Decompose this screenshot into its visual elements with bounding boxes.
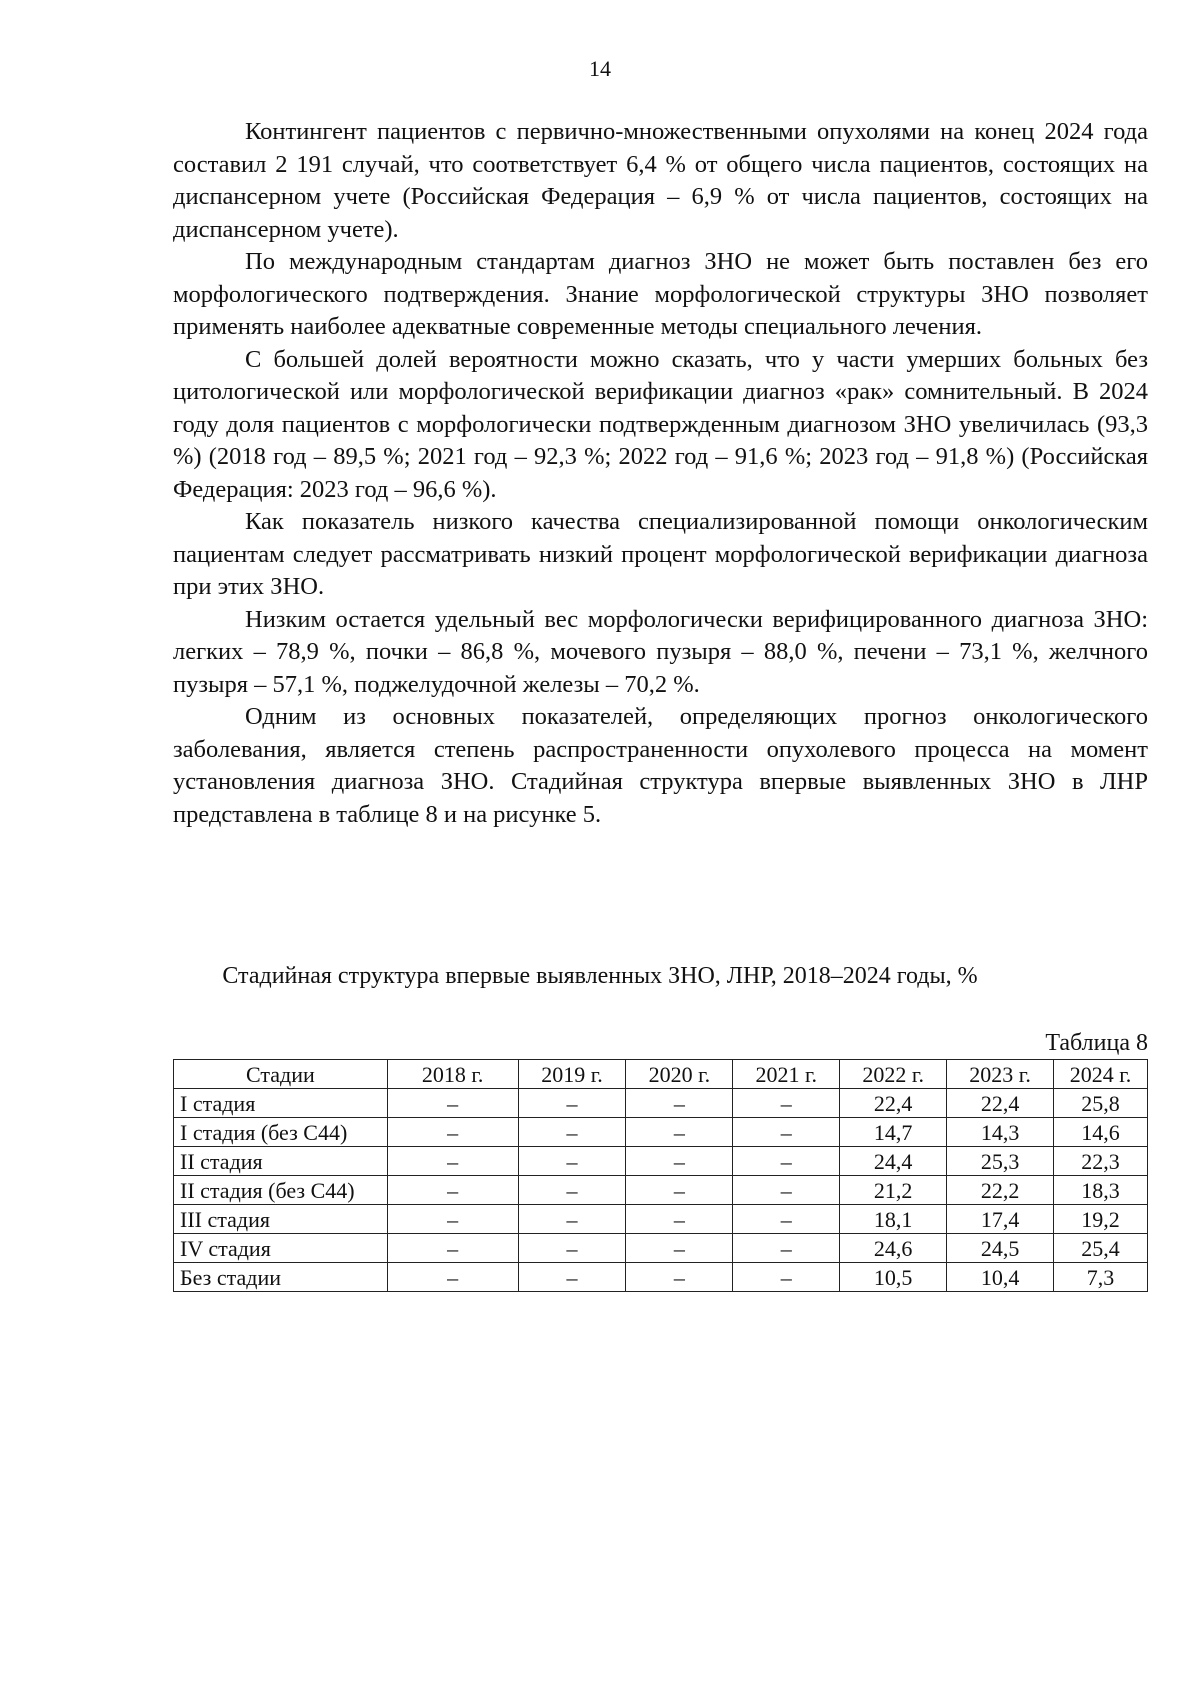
table-cell: 14,6 bbox=[1054, 1118, 1148, 1147]
table-row bbox=[174, 1205, 1148, 1234]
table-cell: – bbox=[518, 1089, 626, 1118]
table-cell: – bbox=[626, 1147, 733, 1176]
column-header: 2019 г. bbox=[518, 1060, 626, 1089]
paragraph: Низким остается удельный вес морфологически верифицированного диагноза ЗНО: легких – 78,9 %, почки – 86,8 %, мочевого пузыря – 88,0 %, печени – 73,1 %, желчного пузыря – 57,1 %, поджелудочной железы – 70,2 %. bbox=[173, 605, 1148, 698]
table-cell: 10,4 bbox=[947, 1263, 1054, 1292]
table-cell: 25,8 bbox=[1054, 1089, 1148, 1118]
table-cell: Без стадии bbox=[174, 1263, 388, 1292]
table-cell: – bbox=[387, 1263, 518, 1292]
paragraph: Одним из основных показателей, определяющих прогноз онкологического заболевания, является степень распространенности опухолевого процесса на момент установления диагноза ЗНО. Стадийная структура впервые выявленных ЗНО в ЛНР представлена в таблице 8 и на рисунке 5. bbox=[173, 703, 1148, 828]
column-header: 2023 г. bbox=[947, 1060, 1054, 1089]
column-header: 2022 г. bbox=[840, 1060, 947, 1089]
table-row bbox=[174, 1176, 1148, 1205]
table-cell: – bbox=[733, 1263, 840, 1292]
table-cell: I стадия bbox=[174, 1089, 388, 1118]
table-cell: 22,4 bbox=[947, 1089, 1054, 1118]
table-cell: III стадия bbox=[174, 1205, 388, 1234]
column-header: 2021 г. bbox=[733, 1060, 840, 1089]
table-cell: 22,4 bbox=[840, 1089, 947, 1118]
paragraph: С большей долей вероятности можно сказать, что у части умерших больных без цитологической или морфологической верификации диагноз «рак» сомнительный. В 2024 году доля пациентов с морфологически подтвержденным диагнозом ЗНО увеличилась (93,3 %) (2018 год – 89,5 %; 2021 год – 92,3 %; 2022 год – 91,6 %; 2023 год – 91,8 %) (Российская Федерация: 2023 год – 96,6 %). bbox=[173, 345, 1148, 503]
table-cell: – bbox=[518, 1147, 626, 1176]
table-cell: 14,3 bbox=[947, 1118, 1054, 1147]
table-row bbox=[174, 1234, 1148, 1263]
table-cell: II стадия bbox=[174, 1147, 388, 1176]
table-cell: – bbox=[387, 1234, 518, 1263]
table-cell: 17,4 bbox=[947, 1205, 1054, 1234]
paragraph: Контингент пациентов с первично-множественными опухолями на конец 2024 года составил 2 191 случай, что соответствует 6,4 % от общего числа пациентов, состоящих на диспансерном учете (Российская Федерация – 6,9 % от числа пациентов, состоящих на диспансерном учете). bbox=[173, 118, 1148, 243]
table-cell: – bbox=[733, 1176, 840, 1205]
table-cell: 10,5 bbox=[840, 1263, 947, 1292]
table-row bbox=[174, 1263, 1148, 1292]
column-header: 2024 г. bbox=[1054, 1060, 1148, 1089]
table-cell: 25,3 bbox=[947, 1147, 1054, 1176]
table-cell: 22,2 bbox=[947, 1176, 1054, 1205]
table-cell: – bbox=[387, 1205, 518, 1234]
table-cell: – bbox=[626, 1234, 733, 1263]
table-label: Таблица 8 bbox=[1045, 1030, 1148, 1056]
table-cell: 22,3 bbox=[1054, 1147, 1148, 1176]
table-header-row bbox=[174, 1060, 1148, 1089]
column-header: 2020 г. bbox=[626, 1060, 733, 1089]
table-cell: – bbox=[733, 1118, 840, 1147]
body-text bbox=[173, 116, 1148, 831]
paragraph: Как показатель низкого качества специализированной помощи онкологическим пациентам следует рассматривать низкий процент морфологической верификации диагноза при этих ЗНО. bbox=[173, 508, 1148, 600]
table-cell: 24,6 bbox=[840, 1234, 947, 1263]
table-cell: – bbox=[387, 1176, 518, 1205]
table-cell: 18,1 bbox=[840, 1205, 947, 1234]
table-cell: – bbox=[733, 1089, 840, 1118]
table-cell: 24,5 bbox=[947, 1234, 1054, 1263]
table-cell: – bbox=[733, 1205, 840, 1234]
table-cell: 7,3 bbox=[1054, 1263, 1148, 1292]
table-cell: I стадия (без С44) bbox=[174, 1118, 388, 1147]
table-row bbox=[174, 1147, 1148, 1176]
table-title: Стадийная структура впервые выявленных ЗНО, ЛНР, 2018–2024 годы, % bbox=[222, 963, 978, 989]
table-cell: – bbox=[387, 1089, 518, 1118]
table-row bbox=[174, 1118, 1148, 1147]
table-cell: – bbox=[518, 1205, 626, 1234]
table-cell: II стадия (без С44) bbox=[174, 1176, 388, 1205]
table-cell: – bbox=[518, 1263, 626, 1292]
table-cell: – bbox=[387, 1118, 518, 1147]
table-cell: – bbox=[387, 1147, 518, 1176]
table-cell: 18,3 bbox=[1054, 1176, 1148, 1205]
table-cell: 14,7 bbox=[840, 1118, 947, 1147]
table-cell: 25,4 bbox=[1054, 1234, 1148, 1263]
table-cell: – bbox=[518, 1176, 626, 1205]
table-cell: – bbox=[518, 1234, 626, 1263]
column-header: Стадии bbox=[174, 1060, 388, 1089]
table-cell: IV стадия bbox=[174, 1234, 388, 1263]
table-cell: – bbox=[626, 1089, 733, 1118]
table-cell: 21,2 bbox=[840, 1176, 947, 1205]
table-cell: – bbox=[626, 1118, 733, 1147]
table-cell: – bbox=[733, 1147, 840, 1176]
column-header: 2018 г. bbox=[387, 1060, 518, 1089]
table-cell: – bbox=[733, 1234, 840, 1263]
table-cell: – bbox=[626, 1176, 733, 1205]
table-cell: 19,2 bbox=[1054, 1205, 1148, 1234]
table-cell: – bbox=[518, 1118, 626, 1147]
paragraph: По международным стандартам диагноз ЗНО не может быть поставлен без его морфологического подтверждения. Знание морфологической структуры ЗНО позволяет применять наиболее адекватные современные методы специального лечения. bbox=[173, 248, 1148, 340]
table-cell: – bbox=[626, 1205, 733, 1234]
table-cell: 24,4 bbox=[840, 1147, 947, 1176]
stage-table bbox=[173, 1059, 1148, 1292]
page-number: 14 bbox=[589, 56, 611, 81]
table-cell: – bbox=[626, 1263, 733, 1292]
table-row bbox=[174, 1089, 1148, 1118]
